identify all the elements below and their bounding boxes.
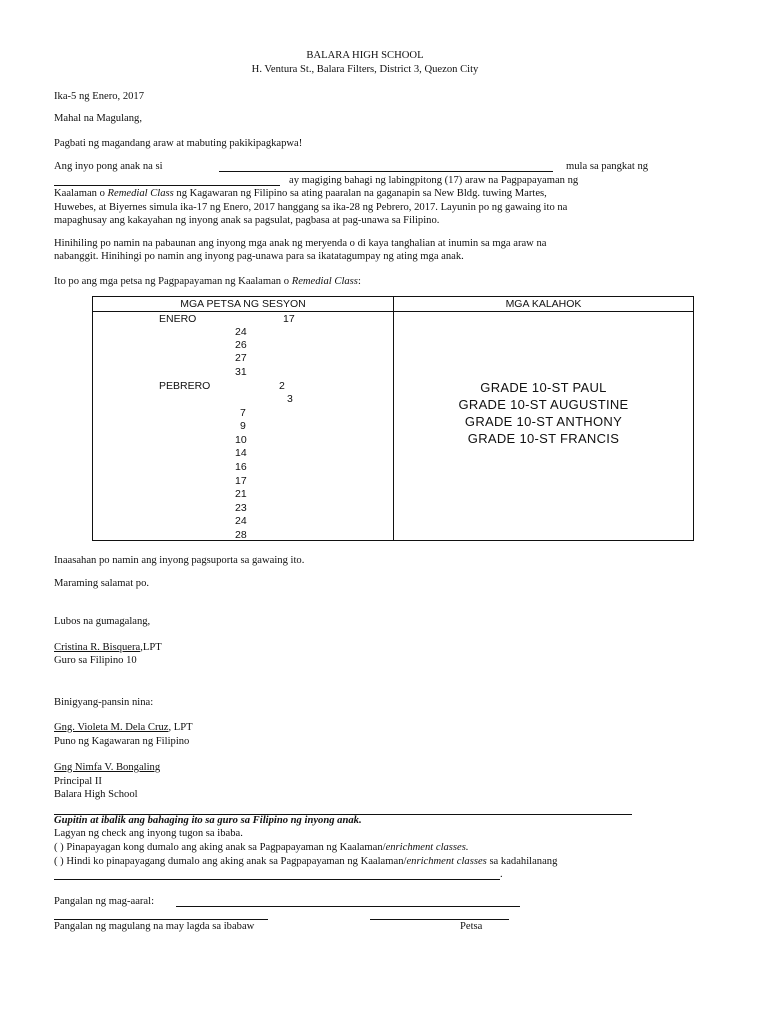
regards: Lubos na gumagalang,	[54, 616, 151, 627]
body1-line4: Huwebes, at Biyernes simula ika-17 ng Enero, 2017 hanggang sa ika-28 ng Pebrero, 2017. Layunin po ng gawaing ito na	[54, 202, 568, 213]
student-name-field[interactable]	[176, 895, 520, 907]
date-item: 2	[279, 380, 285, 392]
schedule-intro-em: Remedial Class	[291, 276, 358, 287]
option1-checkbox[interactable]: ( )	[54, 842, 64, 853]
date-item: 28	[235, 529, 247, 541]
participant-item: GRADE 10-ST AUGUSTINE	[458, 397, 629, 412]
date-item: 17	[283, 313, 295, 325]
body2-line1: Hinihiling po namin na pabaunan ang inyong mga anak ng meryenda o di kaya tanghalian at inumin sa mga araw na	[54, 238, 547, 249]
date-item: 31	[235, 366, 247, 378]
slip-option1	[54, 842, 469, 853]
signatory1-line	[54, 642, 162, 653]
remedial-class-term: Remedial Class	[107, 188, 174, 199]
date-item: 7	[240, 407, 246, 419]
header-participants: MGA KALAHOK	[394, 297, 694, 312]
closing-line2: Maraming salamat po.	[54, 578, 150, 589]
student-name-blank[interactable]	[219, 160, 553, 172]
body1-line3-b: ng Kagawaran ng Filipino sa ating paaralan na gaganapin sa New Bldg. tuwing Martes,	[176, 188, 547, 199]
body1-line3	[54, 188, 547, 199]
school-name: BALARA HIGH SCHOOL	[306, 50, 424, 61]
signatory3-title2: Balara High School	[54, 789, 138, 800]
school-address: H. Ventura St., Balara Filters, District 3, Quezon City	[251, 64, 479, 75]
participant-item: GRADE 10-ST PAUL	[480, 380, 607, 395]
reason-period: .	[500, 869, 503, 880]
date-item: 16	[235, 461, 247, 473]
signatory1-suffix: ,LPT	[140, 642, 162, 653]
schedule-table	[92, 296, 694, 541]
body1-line1-end: mula sa pangkat ng	[566, 161, 649, 172]
header-dates: MGA PETSA NG SESYON	[93, 297, 394, 312]
month-enero: ENERO	[159, 313, 197, 325]
date-item: 24	[235, 326, 247, 338]
date-item: 9	[240, 420, 246, 432]
body1-line1-start: Ang inyo pong anak na si	[54, 161, 163, 172]
body1-line5: mapaghusay ang kakayahan ng inyong anak sa pagsulat, pagbasa at pag-unawa sa Filipino.	[54, 215, 440, 226]
date-item: 3	[287, 393, 293, 405]
signatory2-title: Puno ng Kagawaran ng Filipino	[54, 736, 190, 747]
schedule-intro-end: :	[357, 276, 361, 287]
option2-text: Hindi ko pinapayagang dumalo ang aking anak sa Pagpapayaman ng Kaalaman/	[66, 856, 407, 867]
participants-cell	[394, 312, 694, 541]
closing-line1: Inaasahan po namin ang inyong pagsuporta sa gawaing ito.	[54, 555, 305, 566]
section-blank[interactable]	[54, 174, 280, 186]
body2-line2: nabanggit. Hinihingi po namin ang inyong pag-unawa para sa ikatatagumpay ng ating mga anak.	[54, 251, 464, 262]
date-signature-line[interactable]	[370, 919, 509, 920]
option1-em: enrichment classes.	[385, 842, 469, 853]
signatory2-name: Gng. Violeta M. Dela Cruz	[54, 722, 169, 733]
signatory3-title1: Principal II	[54, 776, 102, 787]
option2-checkbox[interactable]: ( )	[54, 856, 64, 867]
greeting: Pagbati ng magandang araw at mabuting pakikipagkapwa!	[54, 138, 303, 149]
student-name-label: Pangalan ng mag-aaral:	[54, 896, 155, 907]
salutation: Mahal na Magulang,	[54, 113, 142, 124]
slip-instruction: Gupitin at ibalik ang bahaging ito sa guro sa Filipino ng inyong anak.	[54, 815, 362, 826]
date-item: 24	[235, 515, 247, 527]
date-item: 10	[235, 434, 247, 446]
parent-name-label: Pangalan ng magulang na may lagda sa ibabaw	[54, 921, 255, 932]
option2-end: sa kadahilanang	[489, 856, 558, 867]
month-pebrero: PEBRERO	[159, 380, 211, 392]
body1-line2: ay magiging bahagi ng labingpitong (17) araw na Pagpapayaman ng	[289, 175, 579, 186]
slip-check-prompt: Lagyan ng check ang inyong tugon sa ibaba.	[54, 828, 243, 839]
signatory3-name: Gng Nimfa V. Bongaling	[54, 762, 161, 773]
parent-signature-line[interactable]	[54, 919, 268, 920]
noted-by: Binigyang-pansin nina:	[54, 697, 154, 708]
date-item: 27	[235, 352, 247, 364]
date-item: 14	[235, 447, 247, 459]
date-item: 17	[235, 475, 247, 487]
letter-date: Ika-5 ng Enero, 2017	[54, 91, 145, 102]
date-item: 26	[235, 339, 247, 351]
date-item: 23	[235, 502, 247, 514]
option1-text: Pinapayagan kong dumalo ang aking anak sa Pagpapayaman ng Kaalaman/	[66, 842, 386, 853]
signatory1-title: Guro sa Filipino 10	[54, 655, 137, 666]
dates-cell	[93, 312, 394, 541]
option2-em: enrichment classes	[406, 856, 487, 867]
reason-blank[interactable]	[54, 868, 500, 880]
participant-item: GRADE 10-ST FRANCIS	[467, 431, 620, 446]
schedule-intro	[54, 276, 361, 287]
signatory1-name: Cristina R. Bisquera	[54, 642, 141, 653]
signatory2-suffix: , LPT	[168, 722, 193, 733]
date-item: 21	[235, 488, 247, 500]
participant-item: GRADE 10-ST ANTHONY	[464, 414, 623, 429]
slip-option2	[54, 856, 557, 867]
date-label: Petsa	[460, 921, 483, 932]
body1-line3-a: Kaalaman o	[54, 188, 105, 199]
schedule-intro-text: Ito po ang mga petsa ng Pagpapayaman ng Kaalaman o	[54, 276, 290, 287]
signatory2-line	[54, 722, 193, 733]
